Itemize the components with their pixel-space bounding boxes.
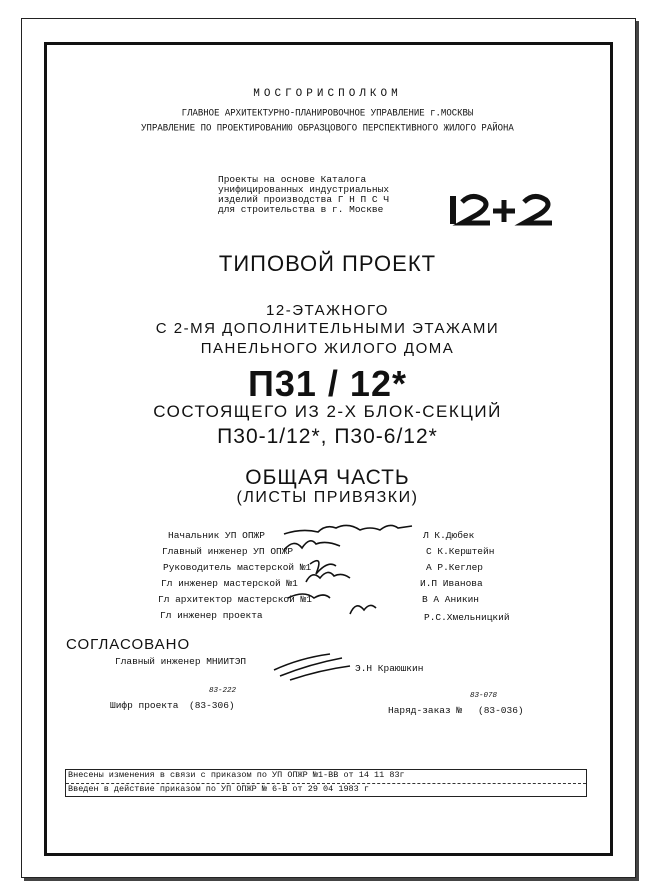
agreed-label: СОГЛАСОВАНО (66, 636, 191, 653)
cipher-value: (83-306) (189, 700, 235, 711)
signature-name: И.П Иванова (420, 578, 483, 589)
catalog-line: Проекты на основе Каталога (218, 174, 367, 185)
order-value: (83-036) (478, 705, 524, 716)
signature-role: Гл инженер проекта (160, 610, 263, 621)
stamp-line-1: Внесены изменения в связи с приказом по УП ОПЖР №1-ВВ от 14 11 83г (68, 770, 405, 780)
signature-name: А Р.Кеглер (426, 562, 484, 573)
agreed-name: Э.Н Краюшкин (355, 663, 424, 674)
org-name: МОСГОРИСПОЛКОМ (253, 88, 402, 100)
catalog-line: изделий производства Г Н П С Ч (218, 194, 390, 205)
sheets-subtitle: (ЛИСТЫ ПРИВЯЗКИ) (236, 489, 419, 506)
signature-name: Л К.Дюбек (423, 530, 475, 541)
signature-role: Руководитель мастерской №1 (163, 562, 312, 573)
agreed-signature (270, 648, 360, 682)
handwritten-signatures (280, 518, 440, 628)
section-codes: П30-1/12*, П30-6/12* (217, 425, 438, 448)
signature-name: Р.С.Хмельницкий (424, 612, 510, 623)
title-line-2: С 2-МЯ ДОПОЛНИТЕЛЬНЫМИ ЭТАЖАМИ (155, 320, 500, 337)
title-line-3: ПАНЕЛЬНОГО ЖИЛОГО ДОМА (200, 340, 455, 357)
title-page-border (44, 42, 613, 856)
catalog-note (218, 175, 389, 215)
agreed-role: Главный инженер МНИИТЭП (115, 656, 247, 667)
signature-role: Главный инженер УП ОПЖР (162, 546, 294, 557)
signature-name: В А Аникин (422, 594, 480, 605)
order-handwritten: 83-078 (470, 692, 498, 700)
dept-name: ГЛАВНОЕ АРХИТЕКТУРНО-ПЛАНИРОВОЧНОЕ УПРАВЛЕНИЕ г.МОСКВЫ (181, 107, 474, 119)
title-line-1: 12-ЭТАЖНОГО (266, 302, 389, 319)
cipher-handwritten: 83-222 (209, 687, 237, 695)
order-label: Наряд-заказ № (388, 705, 463, 716)
subdept-name: УПРАВЛЕНИЕ ПО ПРОЕКТИРОВАНИЮ ОБРАЗЦОВОГО ПЕРСПЕКТИВНОГО ЖИЛОГО РАЙОНА (141, 122, 514, 134)
series-mark-logo (448, 190, 588, 230)
composition: СОСТОЯЩЕГО ИЗ 2-Х БЛОК-СЕКЦИЙ (153, 402, 502, 421)
catalog-line: унифицированных индустриальных (218, 184, 390, 195)
cipher-label: Шифр проекта (110, 700, 179, 711)
signature-name: С К.Керштейн (426, 546, 495, 557)
signature-role: Гл архитектор мастерской №1 (158, 594, 312, 605)
signature-role: Начальник УП ОПЖР (168, 530, 265, 541)
part-title: ОБЩАЯ ЧАСТЬ (245, 466, 410, 489)
document-type: ТИПОВОЙ ПРОЕКТ (218, 251, 437, 276)
project-code: П31 / 12* (248, 363, 407, 404)
signature-role: Гл инженер мастерской №1 (161, 578, 298, 589)
catalog-line: для строительства в г. Москве (218, 204, 384, 215)
stamp-line-2: Введен в действие приказом по УП ОПЖР № 6-В от 29 04 1983 г (68, 784, 369, 794)
